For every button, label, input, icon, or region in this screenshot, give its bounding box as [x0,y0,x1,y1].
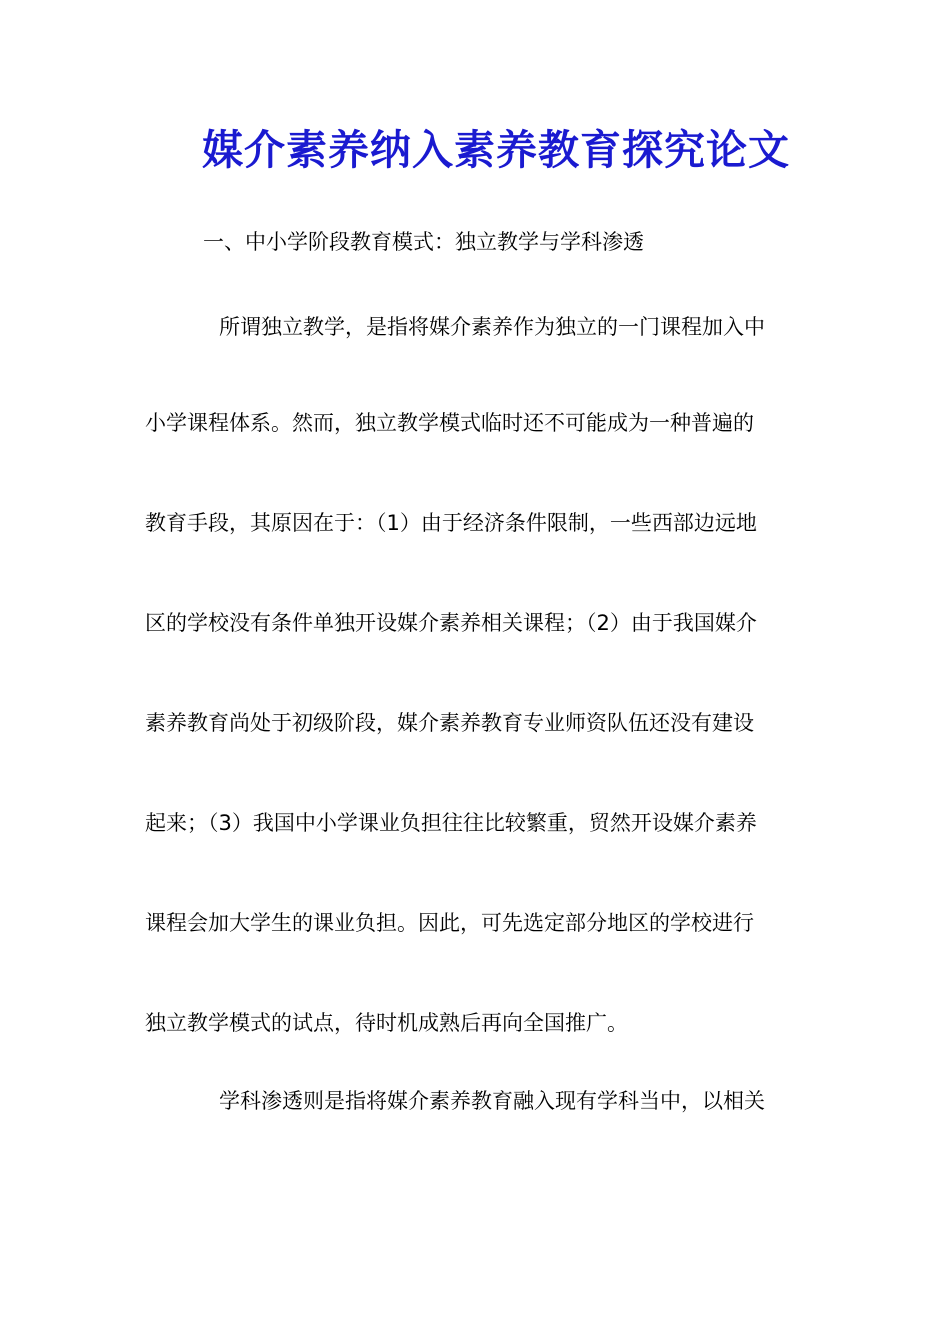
paragraph-1-line-1: 所谓独立教学，是指将媒介素养作为独立的一门课程加入中 [219,315,765,339]
paragraph-1-line-7: 课程会加大学生的课业负担。因此，可先选定部分地区的学校进行 [145,911,754,935]
paragraph-1-line-3: 教育手段，其原因在于：（1）由于经济条件限制，一些西部边远地 [145,511,757,535]
document-title: 媒介素养纳入素养教育探究论文 [202,126,790,174]
paragraph-1-line-8: 独立教学模式的试点，待时机成熟后再向全国推广。 [145,1011,628,1035]
paragraph-1-line-4: 区的学校没有条件单独开设媒介素养相关课程；（2）由于我国媒介 [145,611,757,635]
section-heading: 一、中小学阶段教育模式：独立教学与学科渗透 [203,230,644,254]
paragraph-2-line-1: 学科渗透则是指将媒介素养教育融入现有学科当中，以相关 [219,1089,765,1113]
paragraph-1-line-5: 素养教育尚处于初级阶段，媒介素养教育专业师资队伍还没有建设 [145,711,754,735]
paragraph-1-line-6: 起来；（3）我国中小学课业负担往往比较繁重，贸然开设媒介素养 [145,811,757,835]
paragraph-1-line-2: 小学课程体系。然而，独立教学模式临时还不可能成为一种普遍的 [145,411,754,435]
